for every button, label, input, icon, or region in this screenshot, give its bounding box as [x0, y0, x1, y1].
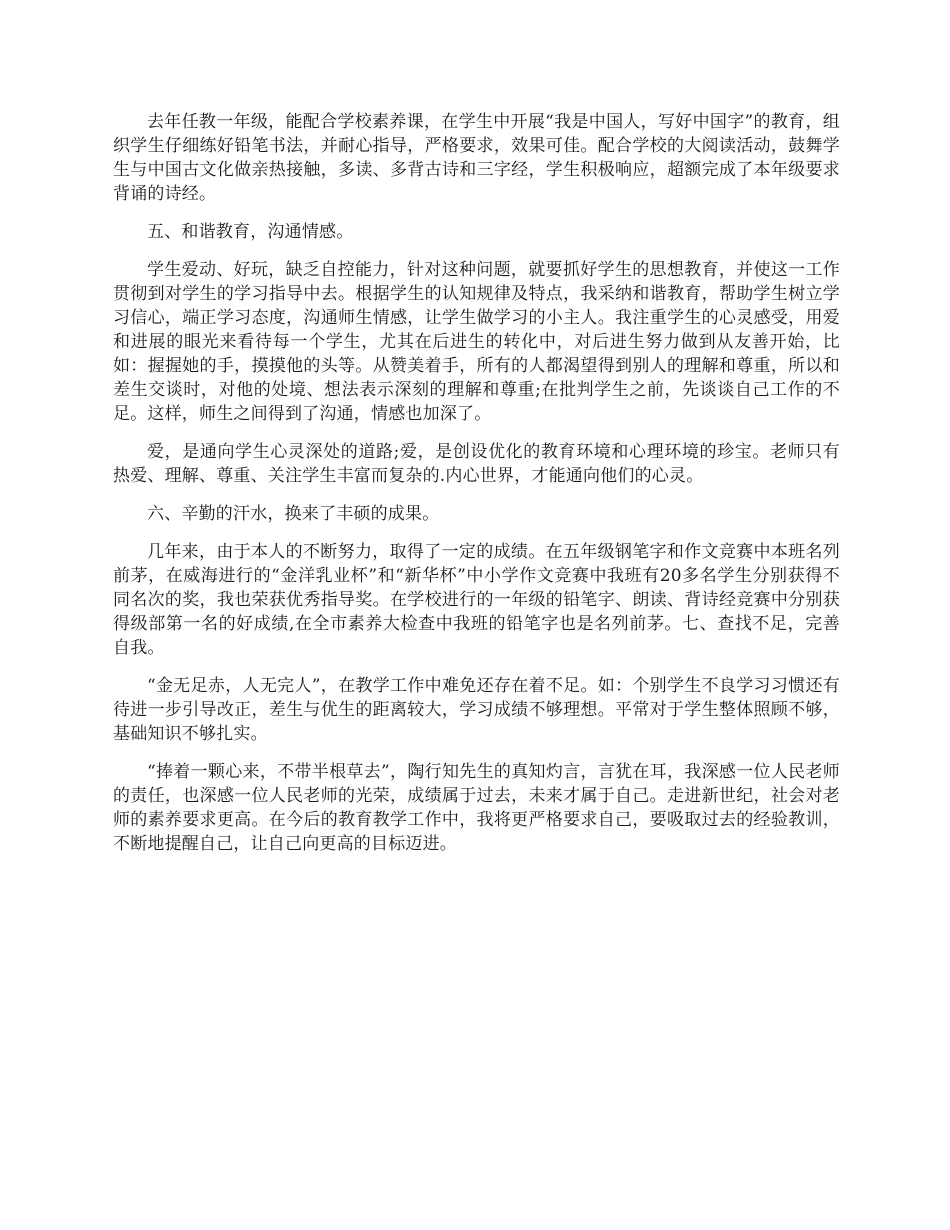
paragraph-3: 爱，是通向学生心灵深处的道路;爱，是创设优化的教育环境和心理环境的珍宝。老师只有热爱、理解、尊重、关注学生丰富而复杂的.内心世界，才能通向他们的心灵。 [113, 442, 840, 486]
paragraph-5: “金无足赤，人无完人”，在教学工作中难免还存在着不足。如：个别学生不良学习习惯还有待进一步引导改正，差生与优生的距离较大，学习成绩不够理想。平常对于学生整体照顾不够，基础知识不够扎实。 [113, 676, 840, 744]
paragraph-1: 去年任教一年级，能配合学校素养课，在学生中开展“我是中国人，写好中国字”的教育，组织学生仔细练好铅笔书法，并耐心指导，严格要求，效果可佳。配合学校的大阅读活动，鼓舞学生与中国古文化做亲热接触，多读、多背古诗和三字经，学生积极响应，超额完成了本年级要求背诵的诗经。 [113, 112, 840, 204]
section-heading-5: 五、和谐教育，沟通情感。 [147, 222, 354, 242]
document-page [113, 110, 840, 870]
paragraph-6: “捧着一颗心来，不带半根草去”，陶行知先生的真知灼言，言犹在耳，我深感一位人民老师的责任，也深感一位人民老师的光荣，成绩属于过去，未来才属于自己。走进新世纪，社会对老师的素养要求更高。在今后的教育教学工作中，我将更严格要求自己，要吸取过去的经验教训，不断地提醒自己，让自己向更高的目标迈进。 [113, 762, 840, 854]
paragraph-2: 学生爱动、好玩，缺乏自控能力，针对这种问题，就要抓好学生的思想教育，并使这一工作贯彻到对学生的学习指导中去。根据学生的认知规律及特点，我采纳和谐教育，帮助学生树立学习信心，端正学习态度，沟通师生情感，让学生做学习的小主人。我注重学生的心灵感受，用爱和进展的眼光来看待每一个学生，尤其在后进生的转化中，对后进生努力做到从友善开始，比如：握握她的手，摸摸他的头等。从赞美着手，所有的人都渴望得到别人的理解和尊重，所以和差生交谈时，对他的处境、想法表示深刻的理解和尊重;在批判学生之前，先谈谈自己工作的不足。这样，师生之间得到了沟通，情感也加深了。 [113, 260, 840, 424]
paragraph-4: 几年来，由于本人的不断努力，取得了一定的成绩。在五年级钢笔字和作文竞赛中本班名列前茅，在威海进行的“金洋乳业杯”和“新华杯”中小学作文竞赛中我班有20多名学生分别获得不同名次的奖，我也荣获优秀指导奖。在学校进行的一年级的铅笔字、朗读、背诗经竞赛中分别获得级部第一名的好成绩,在全市素养大检查中我班的铅笔字也是名列前茅。七、查找不足，完善自我。 [113, 542, 840, 658]
section-heading-6: 六、辛勤的汗水，换来了丰硕的成果。 [147, 504, 440, 524]
